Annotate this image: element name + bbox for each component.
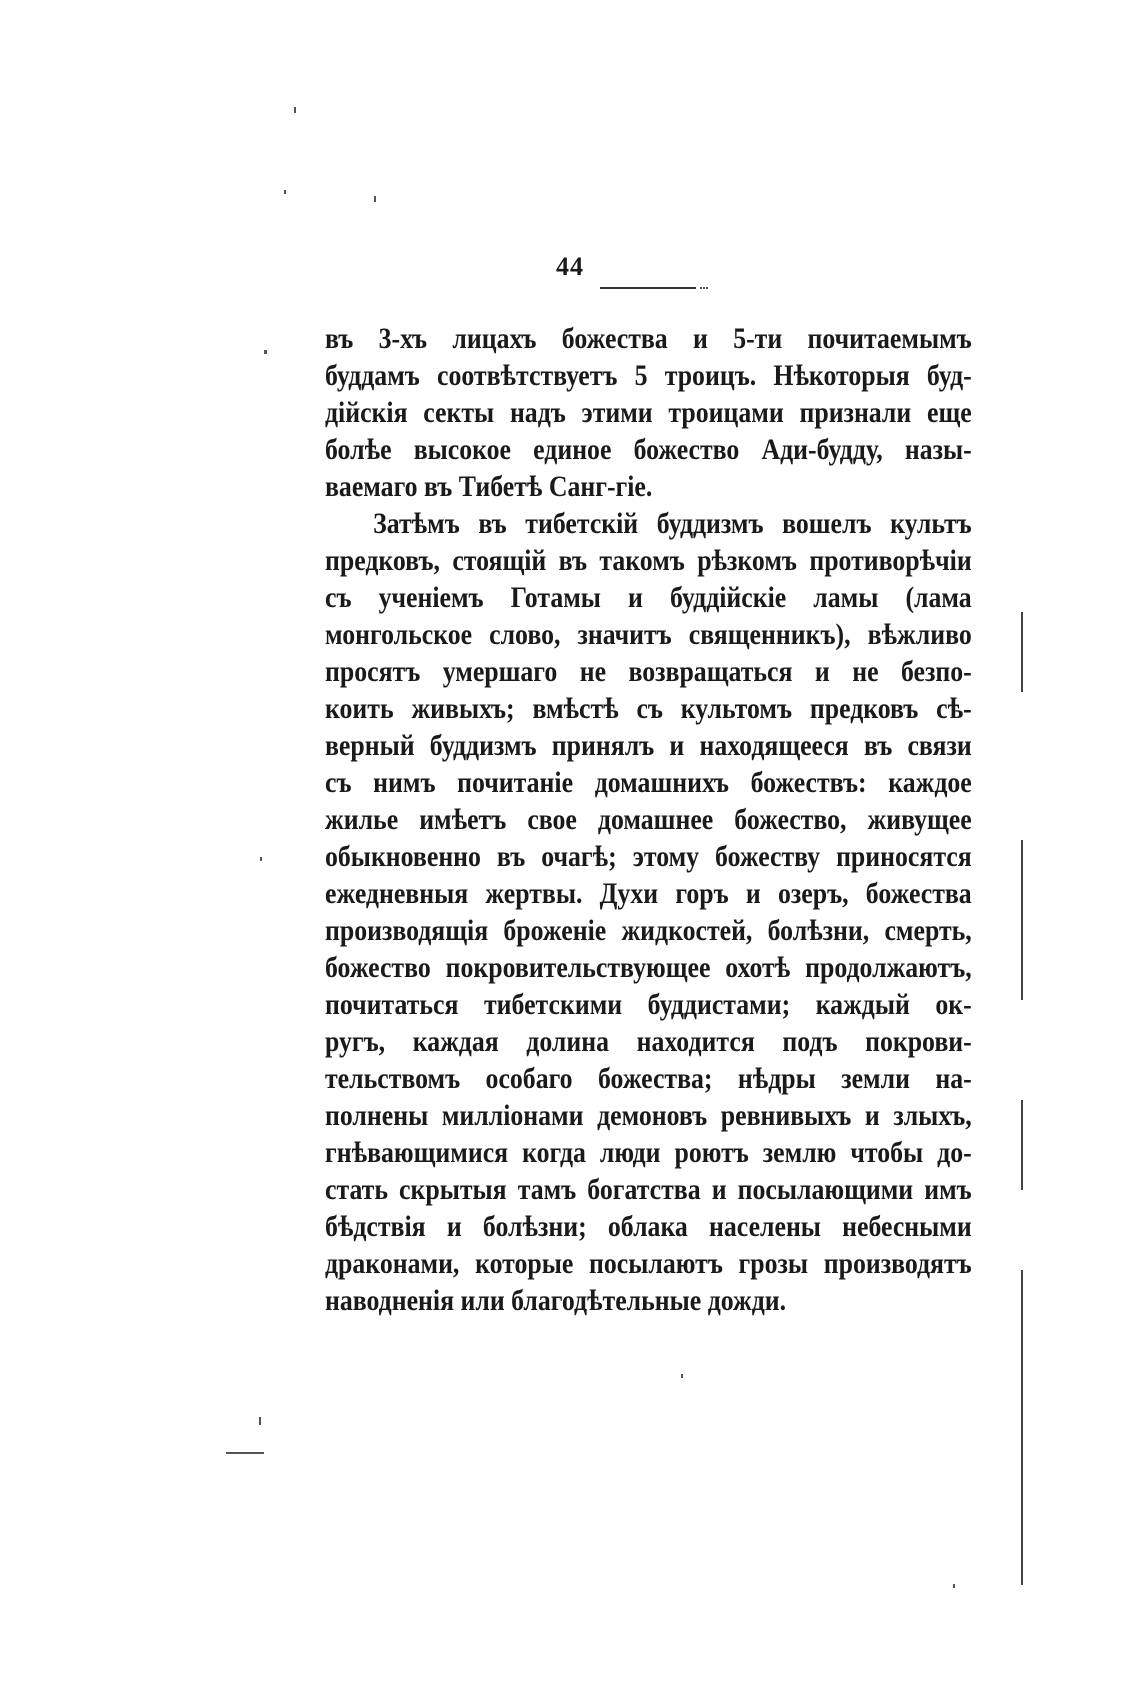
scan-speck <box>294 107 296 113</box>
text-line: съ нимъ почитаніе домашнихъ божествъ: каждое <box>325 766 972 799</box>
text-line: дійскія секты надъ этими троицами признали еще <box>325 396 972 429</box>
text-line: въ 3-хъ лицахъ божества и 5-ти почитаемымъ <box>325 322 972 355</box>
text-line: тельствомъ особаго божества; нѣдры земли на- <box>325 1062 972 1095</box>
page-edge-line <box>1021 612 1023 692</box>
text-line: бѣдствія и болѣзни; облака населены небесными <box>325 1210 972 1243</box>
scan-speck <box>681 1374 683 1378</box>
text-line: жилье имѣетъ свое домашнее божество, живущее <box>325 803 972 836</box>
page-number: 44 <box>556 252 584 281</box>
text-line: монгольское слово, значитъ священникъ), вѣжливо <box>325 618 972 651</box>
text-line: болѣе высокое единое божество Ади-будду, назы- <box>325 433 972 466</box>
page-number-underline <box>600 287 696 289</box>
page-edge-line <box>1021 1100 1023 1190</box>
text-line: божество покровительствующее охотѣ продолжаютъ, <box>325 951 972 984</box>
scan-speck <box>953 1584 955 1588</box>
text-line: стать скрытыя тамъ богатства и посылающими имъ <box>325 1173 972 1206</box>
text-line: полнены милліонами демоновъ ревнивыхъ и злыхъ, <box>325 1099 972 1132</box>
scan-speck <box>284 190 286 194</box>
margin-rule <box>226 1452 264 1454</box>
text-line: почитаться тибетскими буддистами; каждый ок- <box>325 988 972 1021</box>
text-line: драконами, которые посылаютъ грозы производятъ <box>325 1247 972 1280</box>
text-line: верный буддизмъ принялъ и находящееся въ связи <box>325 729 972 762</box>
page-edge-line <box>1021 840 1023 1000</box>
text-line: наводненія или благодѣтельные дожди. <box>325 1284 787 1317</box>
text-line: ругъ, каждая долина находится подъ покрови- <box>325 1025 972 1058</box>
text-line: ваемаго въ Тибетѣ Санг-гіе. <box>325 470 653 503</box>
page-edge-line <box>1021 1270 1023 1585</box>
text-line: обыкновенно въ очагѣ; этому божеству приносятся <box>325 840 972 873</box>
text-line: Затѣмъ въ тибетскій буддизмъ вошелъ культъ <box>373 507 972 540</box>
text-line: предковъ, стоящій въ такомъ рѣзкомъ противорѣчіи <box>325 544 972 577</box>
text-line: производящія броженіе жидкостей, болѣзни, смерть, <box>325 914 972 947</box>
scan-speck <box>374 196 376 202</box>
text-line: буддамъ соотвѣтствуетъ 5 троицъ. Нѣкоторыя буд- <box>325 359 972 392</box>
text-line: съ ученіемъ Готамы и буддійскіе ламы (лама <box>325 581 972 614</box>
scan-speck <box>259 1417 261 1425</box>
paragraph-2 <box>325 505 972 1319</box>
text-line: гнѣвающимися когда люди роютъ землю чтобы до- <box>325 1136 972 1169</box>
scan-speck <box>264 350 267 354</box>
text-line: просятъ умершаго не возвращаться и не безпо- <box>325 655 972 688</box>
text-line: ежедневныя жертвы. Духи горъ и озеръ, божества <box>325 877 972 910</box>
scan-speck <box>260 857 262 861</box>
body-text <box>325 320 972 1319</box>
paragraph-1 <box>325 320 972 505</box>
text-line: коить живыхъ; вмѣстѣ съ культомъ предковъ сѣ- <box>325 692 972 725</box>
